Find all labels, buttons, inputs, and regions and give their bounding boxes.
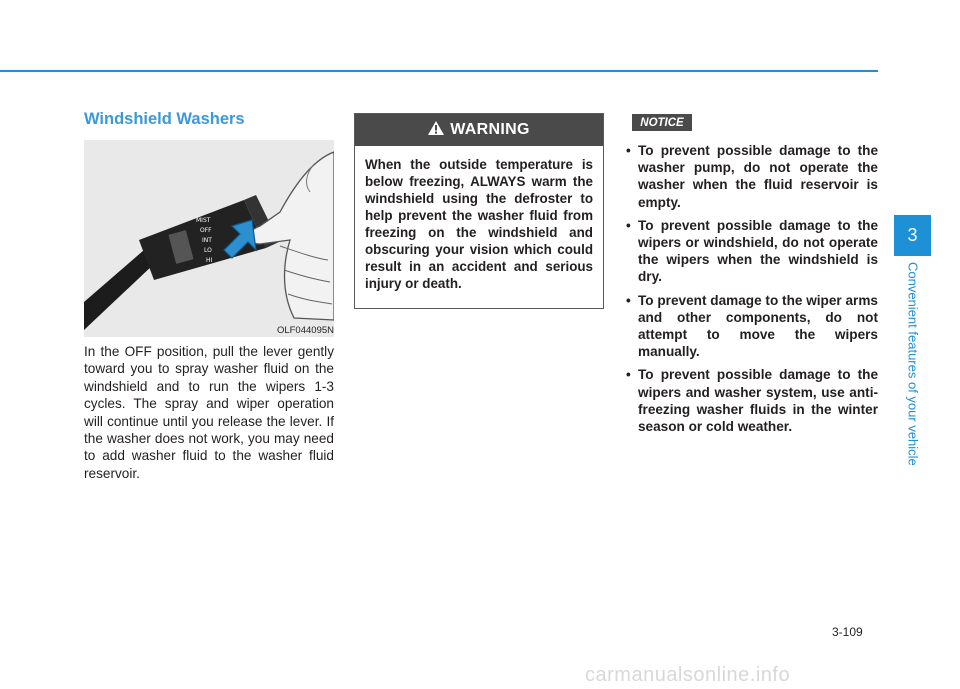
wiper-lever-illustration [84, 140, 334, 337]
section-heading: Windshield Washers [84, 110, 245, 128]
warning-text: When the outside temperature is below freezing, ALWAYS warm the windshield using the defroster to help prevent the washer fluid from freezing on the windshield and obscuring your vision which could result in an accident and serious injury or death. [365, 157, 593, 291]
switch-label-hi: HI [206, 257, 213, 264]
switch-label-off: OFF [200, 227, 212, 234]
chapter-tab: 3 [894, 215, 931, 256]
notice-badge: NOTICE [632, 114, 692, 131]
top-rule [0, 70, 878, 72]
warning-triangle-icon [428, 121, 444, 140]
notice-item: • To prevent damage to the wiper arms and other components, do not attempt to move the wipers manually. [622, 292, 878, 361]
warning-title: WARNING [450, 121, 530, 138]
notice-item: • To prevent possible damage to the wipers and washer system, use anti-freezing washer fluids in the winter season or cold weather. [622, 366, 878, 435]
washer-description: In the OFF position, pull the lever gently toward you to spray washer fluid on the windshield and to run the wipers 1-3 cycles. The spray and wiper operation will continue until you release the lever. If the washer does not work, you may need to add washer fluid to the washer fluid reservoir. [84, 344, 334, 481]
switch-label-lo: LO [204, 247, 212, 254]
switch-label-mist: MIST [196, 217, 211, 224]
notice-item: • To prevent possible damage to the washer pump, do not operate the washer when the fluid reservoir is empty. [622, 142, 878, 211]
figure-caption: OLF044095N [276, 325, 334, 336]
watermark: carmanualsonline.info [585, 664, 791, 686]
switch-label-int: INT [202, 237, 212, 244]
page-number: 3-109 [832, 625, 863, 639]
chapter-title: Convenient features of your vehicle [905, 262, 921, 466]
notice-list [622, 142, 878, 441]
warning-header [355, 114, 603, 146]
warning-box [354, 113, 604, 309]
notice-item: • To prevent possible damage to the wipers or windshield, do not operate the wipers when the windshield is dry. [622, 217, 878, 286]
